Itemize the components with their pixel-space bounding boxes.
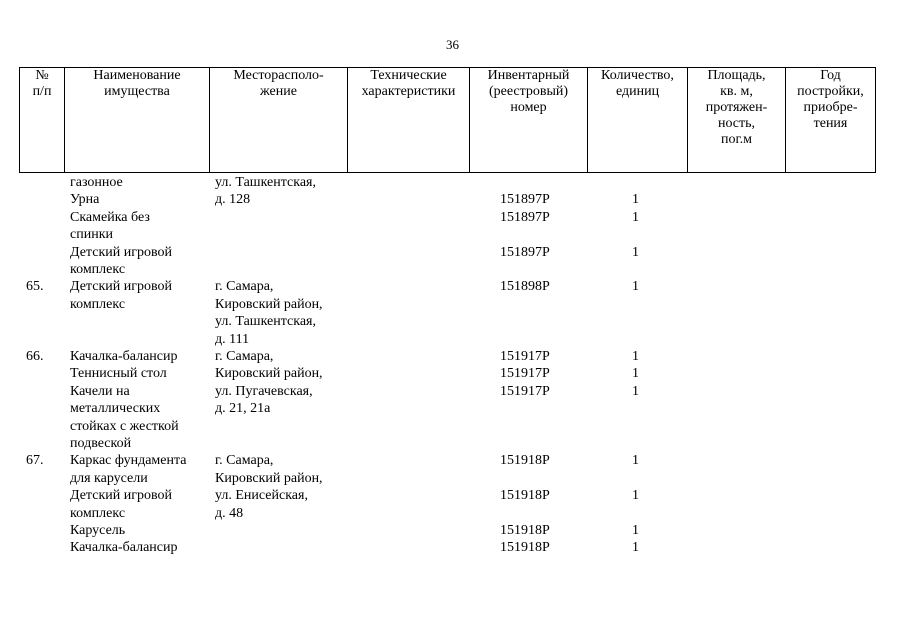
header-cell-quantity: Количество, единиц: [588, 68, 688, 173]
item-location: Кировский район,: [215, 366, 323, 382]
item-name: комплекс: [70, 505, 126, 521]
item-name: Качалка-балансир: [70, 349, 178, 364]
item-quantity: 1: [632, 488, 639, 504]
item-quantity: 1: [632, 209, 639, 225]
header-cell-inventory: Инвентарный (реестровый) номер: [470, 68, 588, 173]
item-location: ул. Пугачевская,: [215, 383, 313, 399]
table-row: [0, 244, 905, 261]
item-quantity: 1: [632, 279, 639, 295]
table-row: [0, 487, 905, 504]
inventory-number: 151897Р: [500, 244, 550, 260]
item-location: г. Самара,: [215, 453, 274, 469]
item-quantity: 1: [632, 540, 639, 556]
table-row: [0, 452, 905, 469]
table-row: [0, 174, 905, 191]
table-row: [0, 191, 905, 208]
item-name: газонное: [70, 175, 123, 190]
table-row: [0, 522, 905, 539]
inventory-number: 151917Р: [500, 349, 550, 364]
inventory-number: 151918Р: [500, 540, 550, 556]
item-location: ул. Енисейская,: [215, 488, 308, 504]
table-row: [0, 331, 905, 348]
table-row: [0, 383, 905, 400]
table-row: [0, 365, 905, 382]
header-cell-name: Наименование имущества: [65, 68, 210, 173]
item-quantity: 1: [632, 383, 639, 399]
table-row: [0, 470, 905, 487]
table-row: [0, 296, 905, 313]
item-location: д. 128: [215, 192, 251, 208]
item-name: Качалка-балансир: [70, 540, 178, 556]
item-location: д. 21, 21а: [215, 401, 271, 417]
table-header: [19, 67, 876, 173]
inventory-number: 151918Р: [500, 488, 550, 504]
table-row: [0, 209, 905, 226]
item-location: ул. Ташкентская,: [215, 314, 316, 330]
table-row: [0, 261, 905, 278]
inventory-number: 151897Р: [500, 192, 550, 208]
item-location: г. Самара,: [215, 349, 274, 364]
item-name: Карусель: [70, 523, 126, 538]
row-number: 66.: [26, 349, 44, 364]
item-name: комплекс: [70, 296, 126, 312]
item-location: д. 111: [215, 331, 250, 347]
item-name: металлических: [70, 401, 161, 417]
item-name: стойках с жесткой: [70, 418, 179, 434]
inventory-number: 151918Р: [500, 523, 550, 538]
item-name: для карусели: [70, 470, 148, 486]
table-row: [0, 539, 905, 556]
inventory-number: 151898Р: [500, 279, 550, 295]
table-row: [0, 435, 905, 452]
item-name: Детский игровой: [70, 244, 172, 260]
item-quantity: 1: [632, 244, 639, 260]
item-quantity: 1: [632, 453, 639, 469]
table-row: [0, 348, 905, 365]
table-row: [0, 400, 905, 417]
page-number: 36: [446, 37, 459, 52]
header-cell-area: Площадь, кв. м, протяжен- ность, пог.м: [688, 68, 786, 173]
table-row: [0, 278, 905, 295]
item-name: комплекс: [70, 262, 126, 277]
item-location: Кировский район,: [215, 470, 323, 486]
header-cell-location: Месторасполо- жение: [210, 68, 348, 173]
row-number: 65.: [26, 279, 44, 295]
table-row: [0, 226, 905, 243]
table-row: [0, 505, 905, 522]
item-name: спинки: [70, 227, 113, 243]
item-quantity: 1: [632, 192, 639, 208]
row-number: 67.: [26, 453, 44, 469]
table-row: [0, 313, 905, 330]
item-name: Качели на: [70, 383, 130, 399]
item-name: Детский игровой: [70, 488, 172, 504]
item-location: Кировский район,: [215, 296, 323, 312]
inventory-number: 151918Р: [500, 453, 550, 469]
item-name: Урна: [70, 192, 100, 208]
item-quantity: 1: [632, 349, 639, 364]
header-cell-number: № п/п: [20, 68, 65, 173]
item-name: Скамейка без: [70, 209, 150, 225]
header-cell-year: Год постройки, приобре- тения: [786, 68, 876, 173]
item-name: Каркас фундамента: [70, 453, 187, 469]
item-quantity: 1: [632, 523, 639, 538]
item-name: Теннисный стол: [70, 366, 167, 382]
item-name: Детский игровой: [70, 279, 172, 295]
item-quantity: 1: [632, 366, 639, 382]
item-location: г. Самара,: [215, 279, 274, 295]
header-cell-tech: Технические характеристики: [348, 68, 470, 173]
inventory-number: 151917Р: [500, 366, 550, 382]
item-location: ул. Ташкентская,: [215, 175, 316, 190]
inventory-number: 151897Р: [500, 209, 550, 225]
table-row: [0, 418, 905, 435]
inventory-number: 151917Р: [500, 383, 550, 399]
item-location: д. 48: [215, 505, 244, 521]
item-name: подвеской: [70, 436, 132, 451]
